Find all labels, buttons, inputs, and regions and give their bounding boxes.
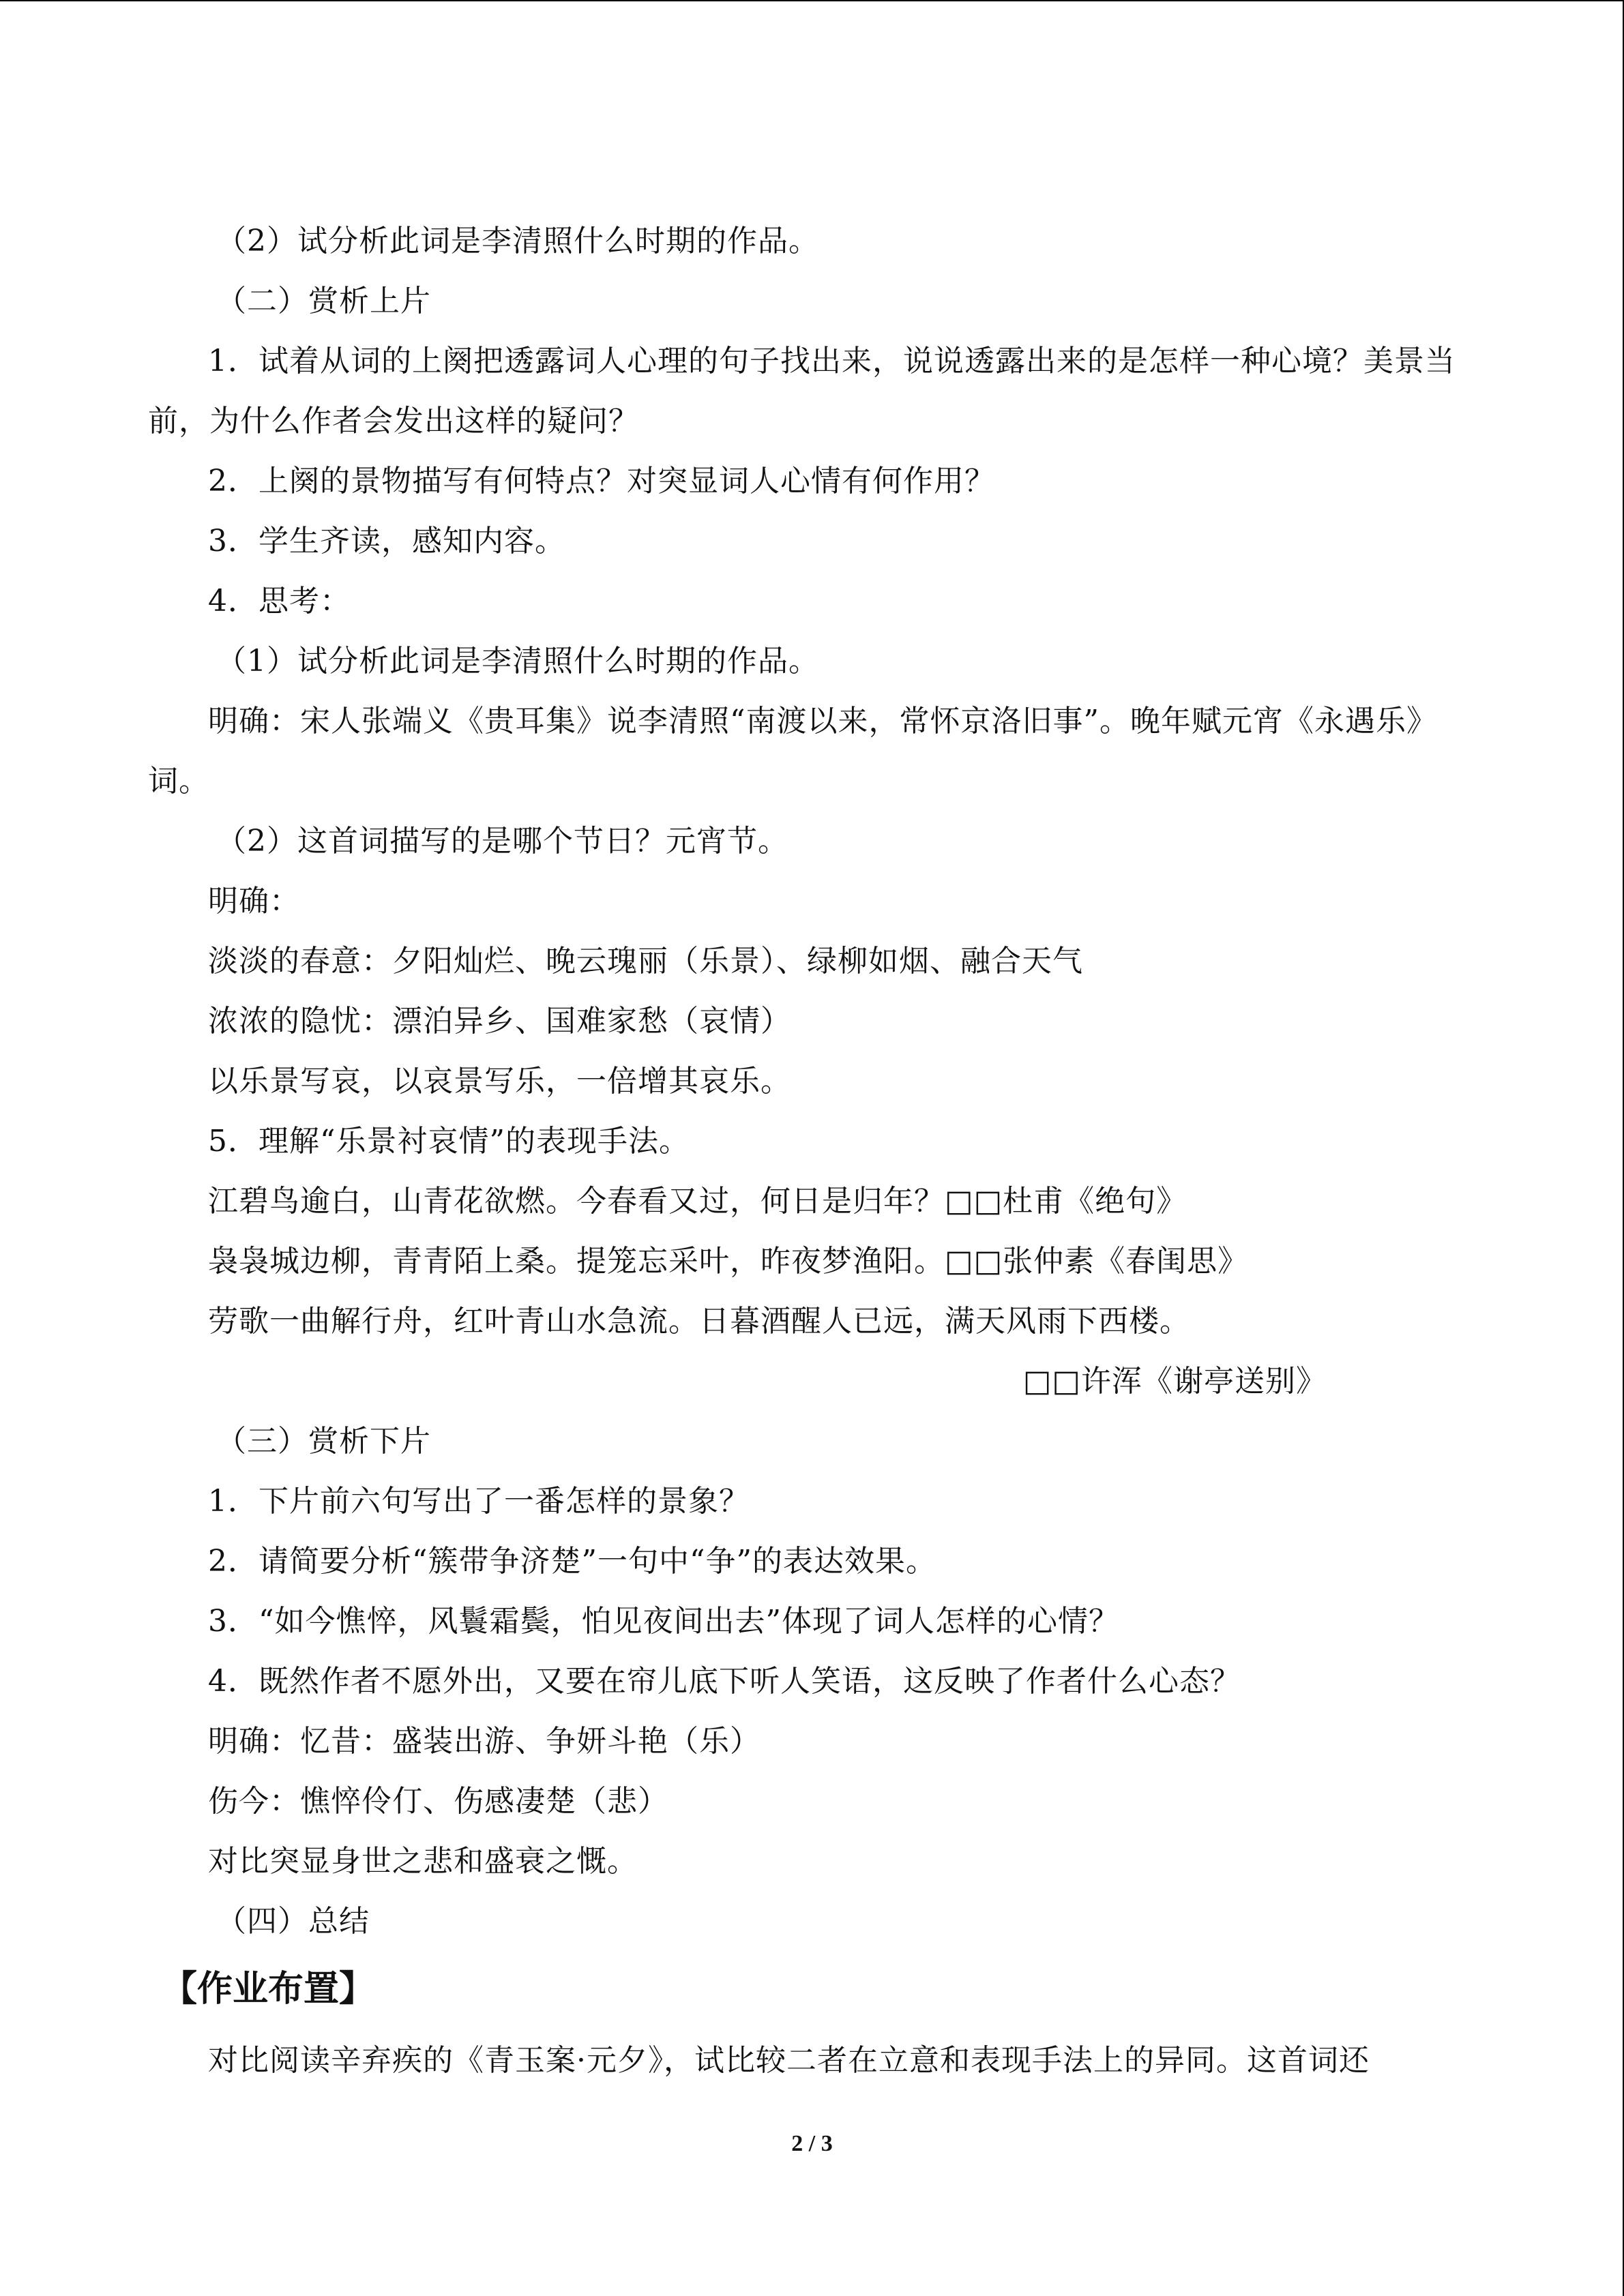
question-2-period: （2）试分析此词是李清照什么时期的作品。 — [216, 224, 819, 258]
question-lower-1: 1．下片前六句写出了一番怎样的景象？ — [208, 1484, 750, 1519]
section-heading-summary: （四）总结 — [216, 1904, 370, 1939]
section-heading-upper: （二）赏析上片 — [216, 284, 431, 318]
poem-example-2: 袅袅城边柳，青青陌上桑。提笼忘采叶，昨夜梦渔阳。□□张仲素《春闺思》 — [208, 1244, 1249, 1279]
question-lower-2: 2．请简要分析“簇带争济楚”一句中“争”的表达效果。 — [208, 1544, 936, 1579]
answer-present: 伤今：憔悴伶仃、伤感凄楚（悲） — [208, 1784, 668, 1819]
answer-summary: 以乐景写哀，以哀景写乐，一倍增其哀乐。 — [208, 1064, 791, 1099]
question-upper-5: 5．理解“乐景衬哀情”的表现手法。 — [208, 1124, 690, 1159]
homework-heading: 【作业布置】 — [162, 1969, 375, 2010]
think-question-2: （2）这首词描写的是哪个节日？元宵节。 — [216, 824, 788, 859]
homework-text: 对比阅读辛弃疾的《青玉案·元夕》，试比较二者在立意和表现手法上的异同。这首词还 — [208, 2043, 1370, 2078]
answer-contrast: 对比突显身世之悲和盛衰之慨。 — [208, 1844, 638, 1879]
question-upper-3: 3．学生齐读，感知内容。 — [208, 524, 565, 558]
page-number: 2 / 3 — [791, 2131, 833, 2156]
question-upper-1: 1．试着从词的上阕把透露词人心理的句子找出来，说说透露出来的是怎样一种心境？美景当前，为什么作者会发出这样的疑问？ — [148, 344, 1456, 438]
question-lower-4: 4．既然作者不愿外出，又要在帘儿底下听人笑语，这反映了作者什么心态？ — [208, 1664, 1241, 1699]
answer-period: 明确：宋人张端义《贵耳集》说李清照“南渡以来，常怀京洛旧事”。晚年赋元宵《永遇乐》词。 — [148, 704, 1437, 799]
think-question-1: （1）试分析此词是李清照什么时期的作品。 — [216, 644, 819, 679]
document-body — [148, 211, 1478, 2095]
poem-example-3: 劳歌一曲解行舟，红叶青山水急流。日暮酒醒人已远，满天风雨下西楼。 — [208, 1304, 1190, 1339]
answer-past: 明确：忆昔：盛装出游、争妍斗艳（乐） — [208, 1724, 761, 1759]
poem-example-1: 江碧鸟逾白，山青花欲燃。今春看又过，何日是归年？□□杜甫《绝句》 — [208, 1184, 1187, 1219]
answer-spring-mood: 淡淡的春意：夕阳灿烂、晚云瑰丽（乐景）、绿柳如烟、融合天气 — [208, 944, 1083, 979]
question-upper-2: 2．上阕的景物描写有何特点？对突显词人心情有何作用？ — [208, 464, 995, 498]
poem-example-3-attribution: □□许浑《谢亭送别》 — [1022, 1364, 1327, 1399]
answer-hidden-worry: 浓浓的隐忧：漂泊异乡、国难家愁（哀情） — [208, 1004, 791, 1039]
question-lower-3: 3．“如今憔悴，风鬟霜鬓，怕见夜间出去”体现了词人怎样的心情？ — [208, 1604, 1119, 1639]
section-heading-lower: （三）赏析下片 — [216, 1424, 431, 1459]
answer-label: 明确： — [208, 884, 300, 919]
question-upper-4: 4．思考： — [208, 584, 351, 618]
